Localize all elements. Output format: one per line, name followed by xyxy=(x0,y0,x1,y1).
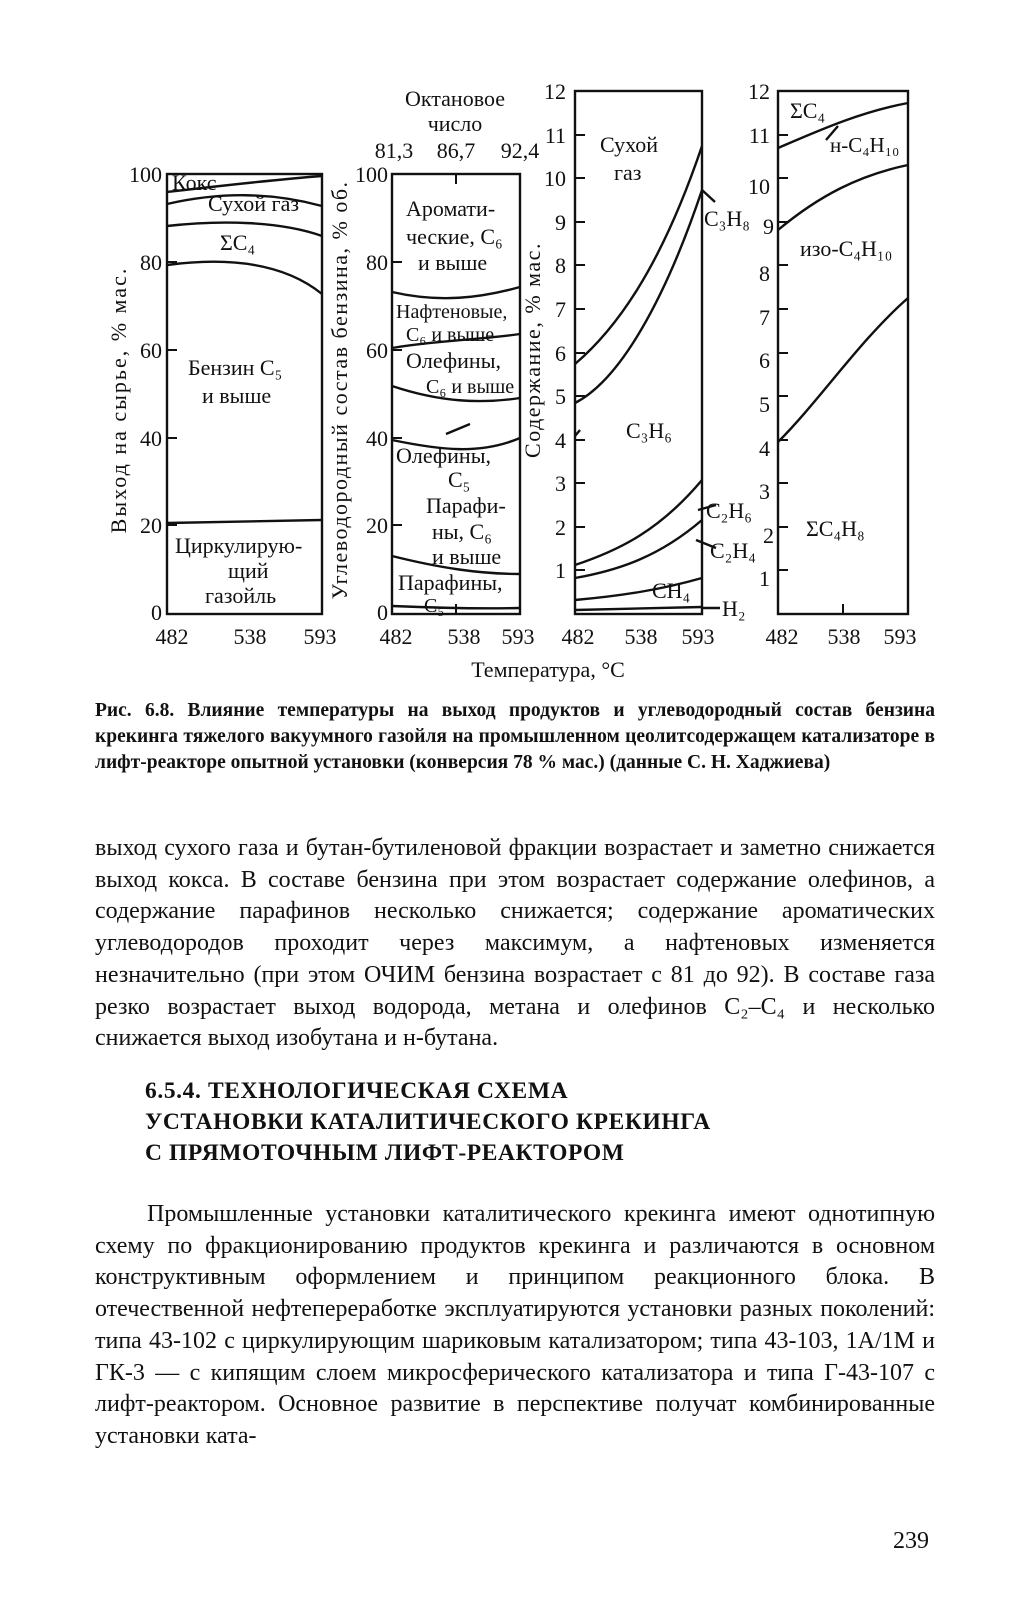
section-heading-line-2: УСТАНОВКИ КАТАЛИТИЧЕСКОГО КРЕКИНГА xyxy=(145,1109,711,1135)
chart1-label-c4: ΣC₄ xyxy=(220,230,256,255)
chart2-x-tick-593: 593 xyxy=(501,624,535,649)
chart1-y-title: Выход на сырье, % мас. xyxy=(106,266,131,534)
chart1-gasoline-boundary xyxy=(167,262,322,294)
chart1-y-tick-80: 80 xyxy=(140,250,162,275)
chart3-label-dry-gas-2: газ xyxy=(614,160,642,185)
chart2-octane-value-3: 92,4 xyxy=(500,138,540,163)
chart4-iso-c4h10-curve xyxy=(778,298,908,442)
chart3-y-tick-2: 2 xyxy=(555,515,566,540)
chart2-label-par6-3: и выше xyxy=(432,544,502,569)
chart4-y-tick-7: 7 xyxy=(759,305,770,330)
chart2-y-title: Углеводородный состав бензина, % об. xyxy=(327,180,352,600)
chart2-arom-boundary xyxy=(392,287,520,298)
chart3-y-tick-4: 4 xyxy=(555,428,566,453)
chart3-y-tick-6: 6 xyxy=(555,341,566,366)
chart3-x-tick-482: 482 xyxy=(561,624,595,649)
chart1-label-coke: Кокс xyxy=(172,170,217,195)
chart1-label-dry-gas: Сухой газ xyxy=(208,191,300,216)
chart2-y-tick-40: 40 xyxy=(366,426,388,451)
chart4-y-tick-1: 1 xyxy=(759,566,770,591)
chart4-label-sum-c4: ΣC₄ xyxy=(790,98,826,123)
chart2-ole5-leader xyxy=(446,424,470,434)
figure-svg xyxy=(0,0,1029,700)
chart2-label-ole5-2: C₅ xyxy=(448,467,471,492)
section-heading-line-3: С ПРЯМОТОЧНЫМ ЛИФТ-РЕАКТОРОМ xyxy=(145,1140,625,1166)
chart2-label-par6-2: ны, C₆ xyxy=(432,519,492,544)
chart2-x-tick-538: 538 xyxy=(447,624,481,649)
chart1-label-gasoil-2: щий xyxy=(228,558,269,583)
chart3-c2h6-curve xyxy=(575,480,702,565)
chart3-y-tick-8: 8 xyxy=(555,253,566,278)
chart4-y-tick-3: 3 xyxy=(759,479,770,504)
chart1-y-tick-0: 0 xyxy=(151,600,162,625)
chart2-y-tick-60: 60 xyxy=(366,338,388,363)
chart2-label-par5-2: C₅ xyxy=(424,595,445,617)
chart1-label-gasoil-3: газойль xyxy=(205,583,277,608)
chart3-y-tick-9: 9 xyxy=(555,210,566,235)
chart4-y-tick-10: 10 xyxy=(748,174,770,199)
chart2-label-naph-2: C₆ и выше xyxy=(406,324,495,346)
chart1-x-tick-538: 538 xyxy=(233,624,267,649)
chart1-gasoil-boundary xyxy=(167,520,322,523)
chart2-label-arom-1: Аромати- xyxy=(406,196,496,221)
chart3-y-tick-11: 11 xyxy=(544,123,566,148)
chart4-y-tick-8: 8 xyxy=(759,261,770,286)
chart1-y-tick-20: 20 xyxy=(140,513,162,538)
chart1-x-tick-593: 593 xyxy=(303,624,337,649)
section-heading xyxy=(145,1076,925,1169)
chart4-y-tick-12: 12 xyxy=(748,79,770,104)
chart3-y-tick-7: 7 xyxy=(555,297,566,322)
chart2-y-tick-100: 100 xyxy=(355,162,388,187)
chart3-h2-curve xyxy=(575,607,702,610)
chart3-label-c2h4: C₂H₄ xyxy=(710,538,756,563)
chart2-octane-title-2: число xyxy=(427,111,483,136)
chart3-label-ch4: CH₄ xyxy=(652,578,691,603)
chart3-y-tick-12: 12 xyxy=(544,79,566,104)
chart4-x-tick-538: 538 xyxy=(827,624,861,649)
chart2-label-ole6-1: Олефины, xyxy=(406,348,501,373)
chart3-x-tick-593: 593 xyxy=(681,624,715,649)
chart1-label-gasoil-1: Циркулирую- xyxy=(175,533,303,558)
figure-caption: Рис. 6.8. Влияние температуры на выход продуктов и углеводородный состав бензина крекинга тяжелого вакуумного газойля на промышленном цеолитсодержащем катализаторе в лифт-реакторе опытной установки (конверсия 78 % мас.) (данные С. Н. Хаджиева) xyxy=(95,700,935,773)
page-number: 239 xyxy=(893,1528,929,1554)
chart2-y-tick-0: 0 xyxy=(377,600,388,625)
chart3-y-title: Содержание, % мас. xyxy=(520,242,545,458)
chart1-label-gasoline-1: Бензин C₅ xyxy=(188,355,283,380)
chart1-y-tick-40: 40 xyxy=(140,426,162,451)
chart3-y-tick-5: 5 xyxy=(555,384,566,409)
chart4-label-n-c4h10: н-C₄H₁₀ xyxy=(830,133,900,157)
chart3-y-tick-1: 1 xyxy=(555,558,566,583)
chart2-label-ole6-2: C₆ и выше xyxy=(426,376,515,398)
chart3-c3h8-curve xyxy=(575,190,702,403)
chart4-y-tick-9: 9 xyxy=(763,214,774,239)
chart2-y-tick-20: 20 xyxy=(366,513,388,538)
chart3-label-c2h6: C₂H₆ xyxy=(706,498,752,523)
section-heading-line-1: 6.5.4. ТЕХНОЛОГИЧЕСКАЯ СХЕМА xyxy=(145,1078,569,1104)
chart2-label-ole5-1: Олефины, xyxy=(396,443,491,468)
chart4-label-iso-c4h10: изо-C₄H₁₀ xyxy=(800,236,893,261)
chart1-x-tick-482: 482 xyxy=(155,624,189,649)
chart4-n-c4h10-curve xyxy=(778,165,908,230)
chart3-y-tick-10: 10 xyxy=(544,166,566,191)
chart2-label-naph-1: Нафтеновые, xyxy=(396,301,508,323)
chart3-label-dry-gas-1: Сухой xyxy=(600,132,659,157)
paragraph-2: Промышленные установки каталитического крекинга имеют однотипную схему по фракционированию продуктов крекинга и различаются в основном конструктивным оформлением и принципом реакционного блока. В отечественной нефтепереработке эксплуатируются установки разных поколений: типа 43-102 с циркулирующим шариковым катализатором; типа 43-103, 1А/1М и ГК-3 — с кипящим слоем микросферического катализатора и типа Г-43-107 с лифт-реактором. Основное развитие в перспективе получат комбинированные установки ката- xyxy=(95,1201,935,1449)
chart3-c3h8-leader xyxy=(702,190,715,202)
chart1-y-tick-60: 60 xyxy=(140,338,162,363)
chart4-y-tick-6: 6 xyxy=(759,348,770,373)
chart2-octane-title-1: Октановое xyxy=(405,86,505,111)
chart3-label-c3h6: C₃H₆ xyxy=(626,418,672,443)
chart2-octane-value-2: 86,7 xyxy=(436,138,476,163)
chart2-label-par5-1: Парафины, xyxy=(398,570,503,595)
chart4-y-tick-5: 5 xyxy=(759,392,770,417)
chart4-x-tick-593: 593 xyxy=(883,624,917,649)
chart4-x-tick-482: 482 xyxy=(765,624,799,649)
chart1-y-tick-100: 100 xyxy=(129,162,162,187)
chart4-y-tick-11: 11 xyxy=(748,123,770,148)
chart2-y-tick-80: 80 xyxy=(366,250,388,275)
x-axis-title: Температура, °C xyxy=(471,657,625,682)
chart3-x-tick-538: 538 xyxy=(624,624,658,649)
chart2-octane-value-1: 81,3 xyxy=(374,138,414,163)
chart4-y-tick-2: 2 xyxy=(763,523,774,548)
figure xyxy=(0,0,1029,700)
chart3-label-h2: H₂ xyxy=(722,596,746,621)
paragraph-1: выход сухого газа и бутан-бутиленовой фракции возрастает и заметно снижается выход кокса. В составе бензина при этом возрастает содержание олефинов, а содержание парафинов несколько снижается; содержание ароматических углеводородов проходит через максимум, а нафтеновых изменяется незначительно (при этом ОЧИМ бензина возрастает с 81 до 92). В составе газа резко возрастает выход водорода, метана и олефинов C₂–C₄ и несколько снижается выход изобутана и н-бутана. xyxy=(95,835,935,1052)
chart3-c2h4-curve xyxy=(575,520,702,578)
chart4-y-tick-4: 4 xyxy=(759,436,770,461)
chart2-label-arom-3: и выше xyxy=(418,250,488,275)
chart2-x-tick-482: 482 xyxy=(379,624,413,649)
chart3-y-tick-3: 3 xyxy=(555,471,566,496)
chart4-label-sum-c4h8: ΣC₄H₈ xyxy=(806,516,865,541)
chart2-label-par6-1: Парафи- xyxy=(426,493,506,518)
chart2-label-arom-2: ческие, C₆ xyxy=(406,224,503,249)
chart3-label-c3h8: C₃H₈ xyxy=(704,206,750,231)
chart1-label-gasoline-2: и выше xyxy=(202,383,272,408)
